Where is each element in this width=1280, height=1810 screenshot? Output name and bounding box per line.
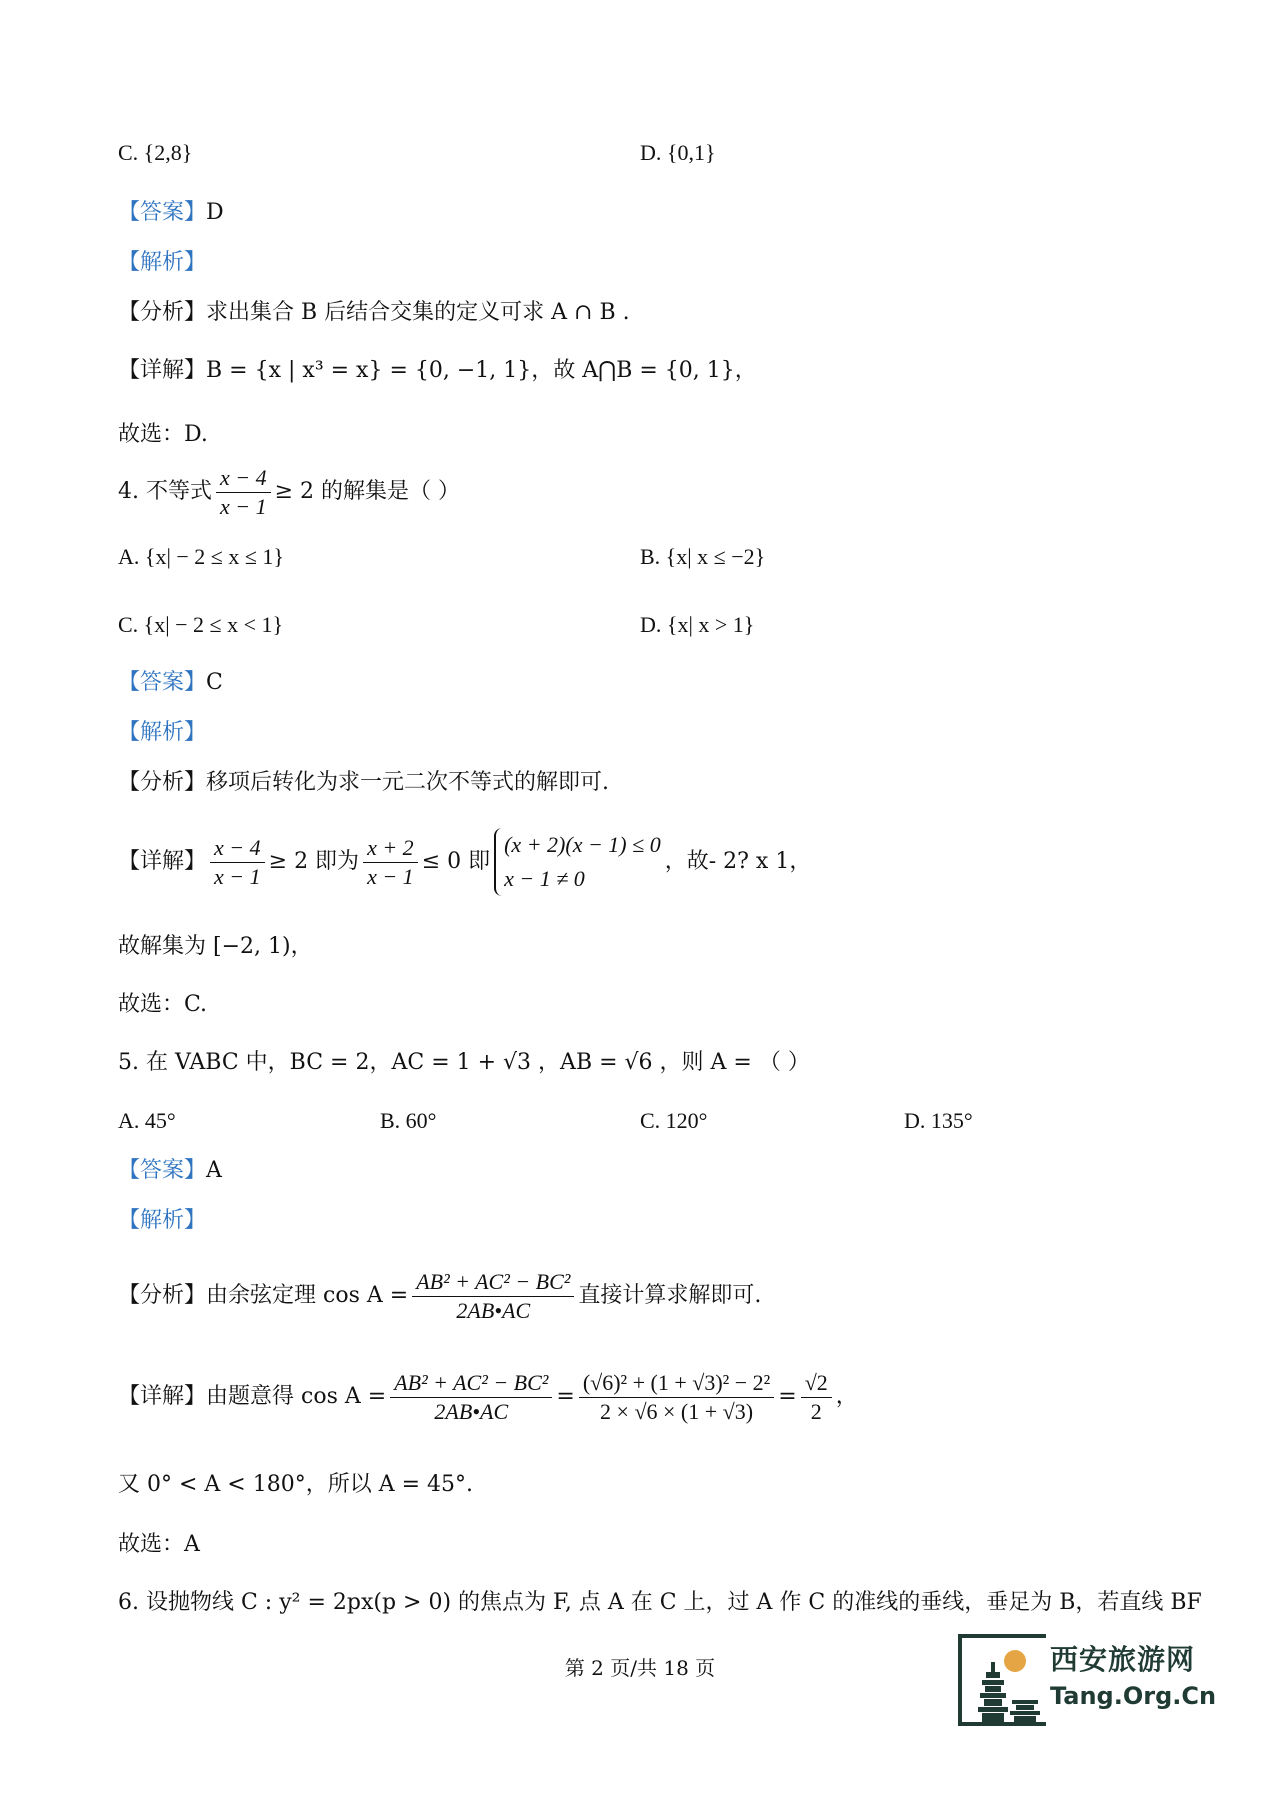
- fraction-numerator: x − 4: [210, 834, 265, 863]
- logo-frame: [958, 1634, 1046, 1726]
- site-logo: [958, 1634, 1217, 1730]
- q3-jiexi-tag: 【解析】: [118, 250, 207, 275]
- q4-option-a: A. {x| − 2 ≤ x ≤ 1}: [118, 544, 284, 569]
- inequality-system: [494, 828, 661, 896]
- answer-value: D: [206, 200, 224, 225]
- detail-fraction-1: [390, 1369, 552, 1426]
- q4-xiangjie-line: [118, 826, 811, 898]
- answer-tag: 【答案】: [118, 670, 207, 695]
- q4-stem-prefix: 4. 不等式: [118, 479, 212, 504]
- q5-jiexi-tag: 【解析】: [118, 1208, 207, 1233]
- fraction-denominator: 2AB•AC: [434, 1398, 509, 1424]
- fraction-denominator: 2 × √6 × (1 + √3): [600, 1398, 754, 1424]
- detail-fraction-2: [579, 1369, 774, 1426]
- q3-answer-line: [118, 198, 224, 228]
- answer-value: C: [206, 670, 223, 695]
- q5-option-d: D. 135°: [904, 1108, 973, 1133]
- logo-url: Tang.Org.Cn: [1050, 1682, 1217, 1710]
- cosine-law-fraction: [412, 1268, 574, 1325]
- q5-stem: 5. 在 VABC 中，BC = 2，AC = 1 + √3 ，AB = √6 ，则 A = （ ）: [118, 1050, 810, 1075]
- q4-option-c: C. {x| − 2 ≤ x < 1}: [118, 612, 284, 637]
- q3-xiangjie-line: [118, 356, 757, 386]
- system-row: x − 1 ≠ 0: [504, 866, 585, 891]
- xiangjie-text: B = {x | x³ = x} = {0, −1, 1}，故 A⋂B = {0, 1}，: [206, 358, 757, 383]
- answer-tag: 【答案】: [118, 1158, 207, 1183]
- fraction-numerator: (√6)² + (1 + √3)² − 2²: [579, 1369, 774, 1398]
- q3-option-c: C. {2,8}: [118, 140, 193, 165]
- xiangjie-tag: 【详解】: [118, 1384, 207, 1409]
- fenxi-text: 由余弦定理 cos A =: [206, 1283, 409, 1308]
- detail-fraction-3: [801, 1369, 832, 1426]
- detail-text: ，: [835, 1384, 858, 1409]
- detail-text: 由题意得 cos A =: [206, 1384, 387, 1409]
- xiangjie-tag: 【详解】: [118, 849, 207, 874]
- fenxi-tag: 【分析】: [118, 1283, 207, 1308]
- page-footer: 第 2 页/共 18 页: [564, 1656, 716, 1680]
- fenxi-tag: 【分析】: [118, 300, 207, 325]
- q3-guxuan: 故选：D.: [118, 422, 208, 447]
- q5-option-a: A. 45°: [118, 1108, 176, 1133]
- q4-answer-line: [118, 668, 223, 698]
- detail-fraction-2: [363, 834, 418, 891]
- fenxi-tag: 【分析】: [118, 770, 207, 795]
- system-row: (x + 2)(x − 1) ≤ 0: [504, 832, 661, 857]
- detail-text: ≥ 2 即为: [268, 849, 360, 874]
- fenxi-text: 直接计算求解即可.: [578, 1283, 762, 1308]
- answer-tag: 【答案】: [118, 200, 207, 225]
- fraction-denominator: 2AB•AC: [456, 1297, 531, 1323]
- answer-value: A: [206, 1158, 222, 1183]
- q5-fenxi-line: [118, 1264, 761, 1328]
- q4-option-d: D. {x| x > 1}: [640, 612, 755, 637]
- fraction-numerator: x + 2: [363, 834, 418, 863]
- fraction-numerator: x − 4: [216, 464, 271, 493]
- logo-title: 西安旅游网: [1050, 1643, 1196, 1676]
- q4-option-b: B. {x| x ≤ −2}: [640, 544, 766, 569]
- q4-stem: [118, 462, 460, 522]
- q5-guxuan: 故选：A: [118, 1532, 200, 1557]
- fraction-numerator: AB² + AC² − BC²: [412, 1268, 574, 1297]
- q4-fenxi-line: [118, 768, 609, 798]
- fraction-denominator: 2: [810, 1398, 822, 1424]
- detail-text: ，故- 2? x 1，: [664, 849, 812, 874]
- q5-option-c: C. 120°: [640, 1108, 708, 1133]
- q5-answer-line: [118, 1156, 222, 1186]
- detail-fraction-1: [210, 834, 265, 891]
- q4-solution-set: 故解集为 [−2, 1)，: [118, 934, 313, 959]
- q3-fenxi-line: [118, 298, 630, 328]
- xiangjie-tag: 【详解】: [118, 358, 207, 383]
- q4-jiexi-tag: 【解析】: [118, 720, 207, 745]
- fraction-numerator: √2: [801, 1369, 832, 1398]
- q5-option-b: B. 60°: [380, 1108, 437, 1133]
- q6-stem: 6. 设抛物线 C : y² = 2px(p > 0) 的焦点为 F, 点 A 在 C 上，过 A 作 C 的准线的垂线，垂足为 B，若直线 BF: [118, 1590, 1202, 1615]
- fenxi-text: 移项后转化为求一元二次不等式的解即可.: [206, 770, 610, 795]
- fraction-denominator: x − 1: [367, 863, 414, 889]
- pagoda-icon: [964, 1644, 1044, 1724]
- fenxi-text: 求出集合 B 后结合交集的定义可求 A ∩ B .: [206, 300, 630, 325]
- fraction-denominator: x − 1: [219, 493, 267, 519]
- detail-text: ≤ 0 即: [421, 849, 491, 874]
- q3-option-d: D. {0,1}: [640, 140, 716, 165]
- q4-guxuan: 故选：C.: [118, 992, 208, 1017]
- q5-range: 又 0° < A < 180°，所以 A = 45°.: [118, 1472, 473, 1497]
- q4-stem-fraction: [216, 464, 271, 521]
- fraction-numerator: AB² + AC² − BC²: [390, 1369, 552, 1398]
- fraction-denominator: x − 1: [214, 863, 261, 889]
- q5-xiangjie-line: 【详解】由题意得 cos A = $\frac{\text{AB² + AC² − BC²}}{2AB•AC}$ = $\frac{\text{(√6)² + (1 + √3)² − 2²}}{2 \times √6 \times (1 + √3)}$ = $\frac{√2}{2}$ ，: [118, 1369, 858, 1424]
- q4-stem-suffix: ≥ 2 的解集是（ ）: [274, 479, 461, 504]
